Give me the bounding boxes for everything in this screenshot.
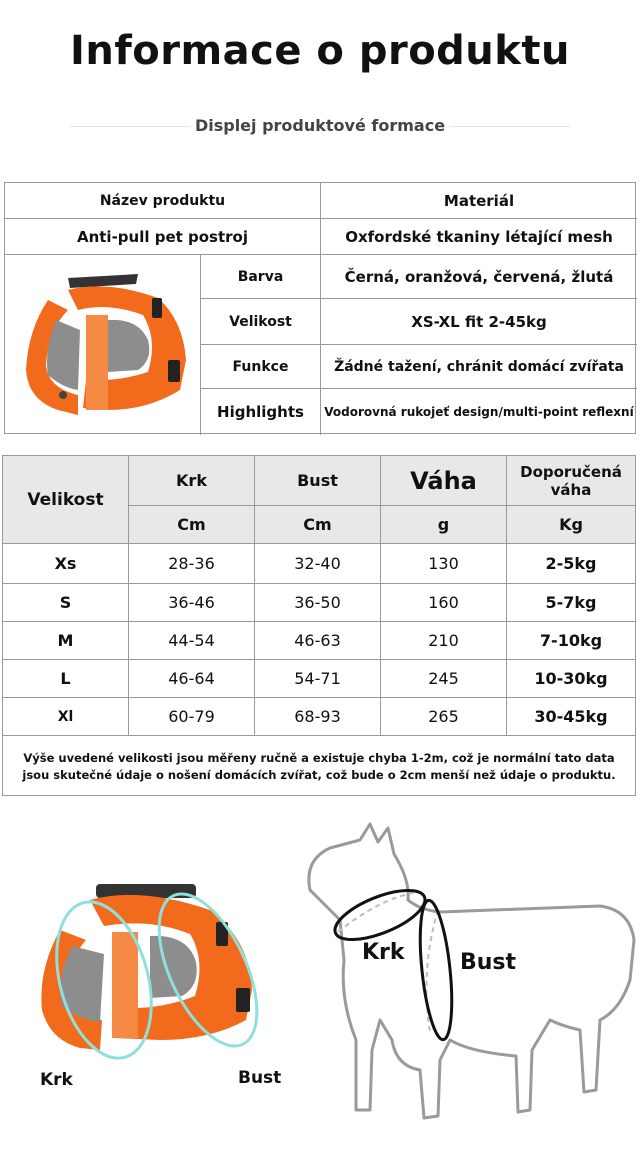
size-value: XS-XL fit 2-45kg bbox=[321, 299, 637, 345]
row-neck: 36-46 bbox=[129, 584, 255, 622]
color-value: Černá, oranžová, červená, žlutá bbox=[321, 255, 637, 299]
row-recommended: 7-10kg bbox=[507, 622, 635, 660]
dog-measure-diagram bbox=[300, 820, 640, 1130]
unit-weight: g bbox=[381, 506, 507, 544]
color-label: Barva bbox=[201, 255, 321, 299]
highlights-label: Highlights bbox=[201, 389, 321, 435]
material-value: Oxfordské tkaniny létající mesh bbox=[321, 219, 637, 255]
row-size: Xl bbox=[3, 698, 129, 736]
row-recommended: 30-45kg bbox=[507, 698, 635, 736]
function-value: Žádné tažení, chránit domácí zvířata bbox=[321, 345, 637, 389]
function-label: Funkce bbox=[201, 345, 321, 389]
row-recommended: 2-5kg bbox=[507, 544, 635, 584]
row-weight: 160 bbox=[381, 584, 507, 622]
row-weight: 245 bbox=[381, 660, 507, 698]
unit-recommended: Kg bbox=[507, 506, 635, 544]
product-name-header: Název produktu bbox=[5, 183, 321, 219]
dog-neck-label: Krk bbox=[362, 940, 405, 965]
row-bust: 68-93 bbox=[255, 698, 381, 736]
page-subtitle: Displej produktové formace bbox=[194, 116, 446, 135]
product-image-cell bbox=[5, 255, 201, 435]
harness-image bbox=[8, 260, 198, 430]
unit-neck: Cm bbox=[129, 506, 255, 544]
col-size-header: Velikost bbox=[3, 456, 129, 544]
row-size: Xs bbox=[3, 544, 129, 584]
row-size: L bbox=[3, 660, 129, 698]
dog-bust-label: Bust bbox=[460, 950, 517, 975]
material-header: Materiál bbox=[321, 183, 637, 219]
divider-right bbox=[450, 126, 570, 127]
harness-neck-label: Krk bbox=[40, 1070, 73, 1090]
row-weight: 130 bbox=[381, 544, 507, 584]
page-title: Informace o produktu bbox=[70, 28, 570, 74]
col-recommended-header: Doporučená váha bbox=[507, 456, 635, 506]
col-bust-header: Bust bbox=[255, 456, 381, 506]
unit-bust: Cm bbox=[255, 506, 381, 544]
row-bust: 46-63 bbox=[255, 622, 381, 660]
row-size: S bbox=[3, 584, 129, 622]
row-recommended: 10-30kg bbox=[507, 660, 635, 698]
row-weight: 265 bbox=[381, 698, 507, 736]
row-weight: 210 bbox=[381, 622, 507, 660]
product-info-table bbox=[4, 182, 636, 434]
measurement-note: Výše uvedené velikosti jsou měřeny ručně a existuje chyba 1-2m, což je normální tato data jsou skutečné údaje o nošení domácích zvířat, což bude o 2cm menší než údaje o produktu. bbox=[22, 751, 616, 782]
row-neck: 28-36 bbox=[129, 544, 255, 584]
harness-bust-label: Bust bbox=[238, 1068, 282, 1088]
row-bust: 54-71 bbox=[255, 660, 381, 698]
col-weight-header: Váha bbox=[381, 456, 507, 506]
row-size: M bbox=[3, 622, 129, 660]
col-neck-header: Krk bbox=[129, 456, 255, 506]
row-bust: 32-40 bbox=[255, 544, 381, 584]
harness-measure-diagram bbox=[20, 870, 280, 1070]
row-neck: 46-64 bbox=[129, 660, 255, 698]
size-table bbox=[2, 455, 636, 796]
row-bust: 36-50 bbox=[255, 584, 381, 622]
highlights-value: Vodorovná rukojeť design/multi-point reflexní bbox=[324, 405, 634, 419]
row-neck: 60-79 bbox=[129, 698, 255, 736]
product-name-value: Anti-pull pet postroj bbox=[5, 219, 321, 255]
row-neck: 44-54 bbox=[129, 622, 255, 660]
row-recommended: 5-7kg bbox=[507, 584, 635, 622]
size-label: Velikost bbox=[201, 299, 321, 345]
